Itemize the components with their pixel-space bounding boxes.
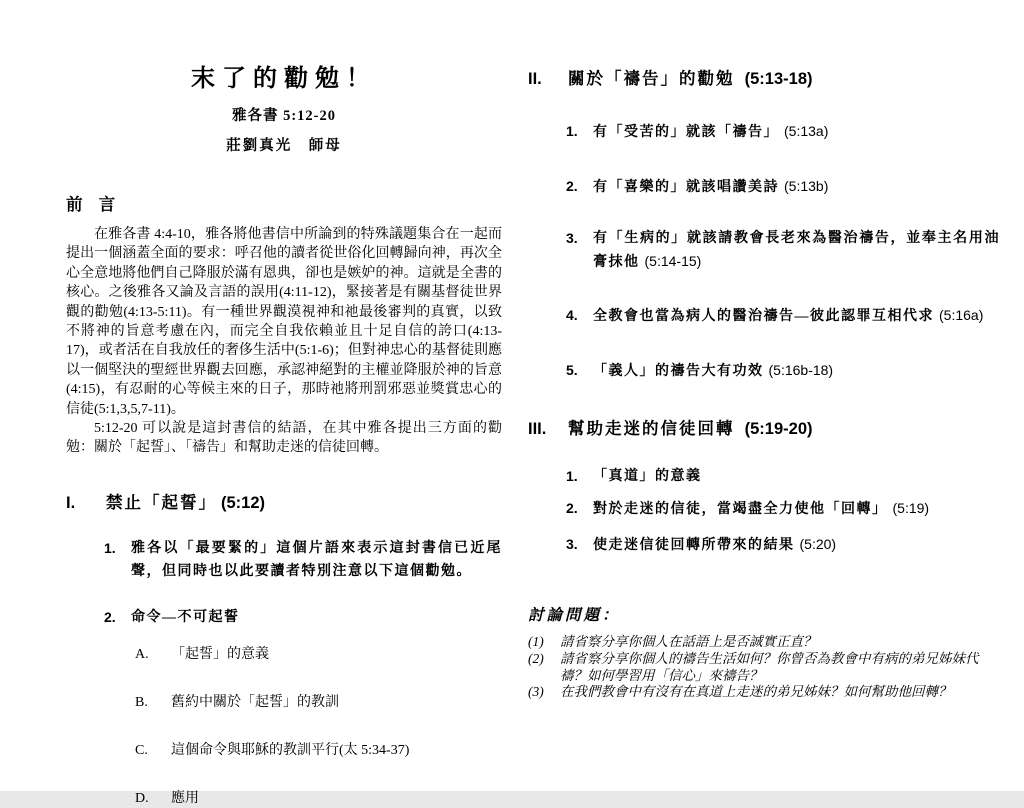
item-text-main: 有「喜樂的」就該唱讚美詩: [593, 180, 779, 195]
section-heading-iii: [528, 416, 1000, 442]
item-number: 2.: [566, 178, 578, 194]
item-text: [593, 175, 1000, 199]
outline-item-ii-4: [528, 304, 1000, 328]
item-text: 命令—不可起誓: [131, 609, 240, 625]
section-numeral: III.: [528, 420, 547, 438]
section-title: [568, 416, 813, 442]
item-verse-ref: (5:16a): [939, 307, 984, 323]
outline-subitem-a: [66, 646, 502, 664]
section-heading-ii: [528, 66, 1000, 92]
item-text-main: 使走迷信徒回轉所帶來的結果: [593, 538, 795, 553]
outline-item-iii-1: [528, 465, 1000, 488]
outline-item-ii-2: [528, 175, 1000, 199]
subitem-text: 舊約中關於「起誓」的教訓: [171, 694, 339, 710]
section-heading-i: [66, 490, 502, 516]
section-title-text: 禁止「起誓」: [106, 492, 217, 512]
section-title: [106, 490, 265, 516]
outline-subitem-b: [66, 694, 502, 712]
item-number: 1.: [104, 539, 116, 556]
question-text: 請省察分享你個人在話語上是否誠實正直？: [560, 634, 817, 649]
question-text: 在我們教會中有沒有在真道上走迷的弟兄姊妹？如何幫助他回轉？: [560, 684, 952, 700]
preface-paragraph-1: 在雅各書 4:4-10，雅各將他書信中所論到的特殊議題集合在一起而提出一個涵蓋全面的要求：呼召他的讀者從世俗化回轉歸向神，再次全心全意地將他們自己降服於滿有恩典，卻也是嫉妒的神。這就是全書的核心。之後雅各又論及言語的誤用(4:11-12)，緊接著是有關基督徒世界觀的勸勉(4:13-5:11)。有一種世界觀漠視神和祂最後審判的真實，以致不將神的旨意考慮在內，而完全自我依賴並且十足自信的誇口(4:13-17)，或者活在自我放任的奢侈生活中(5:1-6)；但對神忠心的基督徒則應以一個堅決的聖經世界觀去回應，承認神絕對的主權並降服於神的旨意(4:15)，有忍耐的心等候主來的日子，那時祂將刑罰邪惡並獎賞忠心的信徒(5:1,3,5,7-11)。: [66, 227, 502, 417]
item-verse-ref: (5:16b-18): [768, 362, 834, 378]
question-number: (2): [528, 650, 544, 666]
outline-subitem-c: [66, 742, 502, 760]
subitem-letter: A.: [135, 646, 149, 662]
preface-paragraph-2: 5:12-20 可以說是這封書信的結語，在其中雅各提出三方面的勸勉：關於「起誓」、「禱告」和幫助走迷的信徒回轉。: [66, 421, 502, 456]
subitem-text: 「起誓」的意義: [171, 646, 269, 662]
section-verse-ref: (5:13-18): [744, 70, 813, 88]
subitem-text: 這個命令與耶穌的教訓平行(太 5:34-37): [171, 742, 410, 758]
item-text-main: 「真道」的意義: [593, 469, 702, 484]
item-text: [593, 533, 1000, 557]
item-number: 1.: [566, 123, 578, 139]
item-text: [593, 304, 1000, 328]
item-text-main: 對於走迷的信徒，當竭盡全力使他「回轉」: [593, 502, 888, 517]
item-verse-ref: (5:14-15): [644, 253, 702, 269]
outline-item-i-2: [66, 606, 502, 629]
section-title-text: 關於「禱告」的勸勉: [568, 69, 735, 88]
item-text: [593, 120, 1000, 144]
item-verse-ref: (5:13a): [784, 123, 829, 139]
item-number: 4.: [566, 307, 578, 323]
item-verse-ref: (5:19): [892, 500, 930, 516]
outline-item-iii-2: [528, 497, 1000, 521]
item-number: 3.: [566, 536, 578, 552]
section-verse-ref: (5:19-20): [744, 420, 813, 438]
right-column: [528, 66, 1000, 701]
discussion-question-2: [528, 651, 1000, 685]
scripture-reference: 雅各書 5:12-20: [231, 108, 337, 124]
discussion-heading: 討論問題：: [528, 607, 621, 624]
item-text-main: 有「生病的」就該請教會長老來為醫治禱告，並奉主名用油膏抹他: [593, 231, 1000, 270]
item-text: [593, 359, 1000, 383]
outline-item-ii-5: [528, 359, 1000, 383]
outline-item-i-1: [66, 537, 502, 583]
page-title: 末了的勸勉！: [191, 66, 377, 92]
section-title-text: 幫助走迷的信徒回轉: [568, 419, 735, 438]
question-number: (3): [528, 684, 544, 700]
subitem-letter: B.: [135, 694, 148, 710]
question-number: (1): [528, 634, 544, 649]
item-text: [593, 227, 1000, 274]
item-number: 1.: [566, 468, 578, 484]
section-numeral: I.: [66, 493, 76, 512]
item-text: [593, 465, 1000, 488]
outline-subitem-d: [66, 790, 502, 808]
outline-item-ii-3: [528, 227, 1000, 274]
subitem-letter: C.: [135, 742, 148, 758]
outline-item-iii-3: [528, 533, 1000, 557]
item-text-main: 「義人」的禱告大有功效: [593, 364, 764, 379]
section-numeral: II.: [528, 70, 542, 88]
item-verse-ref: (5:20): [799, 536, 837, 552]
author-line: 莊劉真光 師母: [226, 138, 342, 154]
item-text-main: 有「受苦的」就該「禱告」: [593, 125, 779, 140]
item-number: 2.: [104, 608, 116, 625]
item-number: 3.: [566, 230, 578, 246]
subitem-letter: D.: [135, 790, 149, 806]
item-text: 雅各以「最要緊的」這個片語來表示這封書信已近尾聲，但同時也以此要讀者特別注意以下這個勸勉。: [131, 540, 502, 579]
item-number: 2.: [566, 500, 578, 516]
outline-item-ii-1: [528, 120, 1000, 144]
left-column: [66, 64, 502, 808]
subitem-text: 應用: [171, 790, 199, 806]
section-verse-ref: (5:12): [221, 493, 266, 512]
item-verse-ref: (5:13b): [784, 178, 829, 194]
discussion-question-1: [528, 634, 1000, 651]
item-number: 5.: [566, 362, 578, 378]
section-title: [568, 66, 813, 92]
item-text: [593, 497, 1000, 521]
question-text: 請省察分享你個人的禱告生活如何？你曾否為教會中有病的弟兄姊妹代禱？如何學習用「信心」來禱告？: [560, 650, 979, 683]
preface-heading: 前 言: [66, 195, 122, 214]
discussion-question-3: [528, 684, 1000, 701]
item-text-main: 全教會也當為病人的醫治禱告—彼此認罪互相代求: [593, 309, 934, 324]
